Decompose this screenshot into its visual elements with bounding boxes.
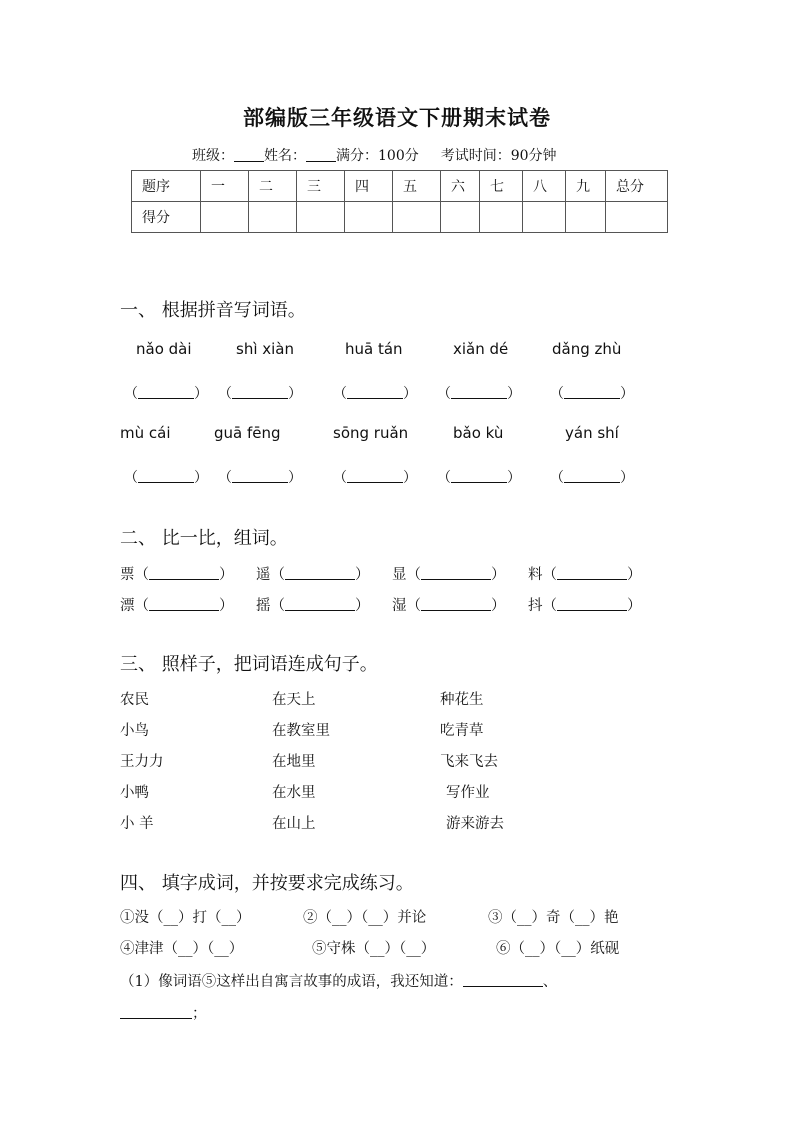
compare-item[interactable]: 遥（ ） [256,567,370,583]
header-cell: 九 [566,171,606,202]
compare-item[interactable]: 显（ ） [392,567,506,583]
score-cell[interactable] [249,202,297,233]
answer-line[interactable] [120,1006,192,1019]
score-row-label: 得分 [132,202,201,233]
compare-item[interactable]: 摇（ ） [256,598,370,614]
answer-blank[interactable]: （ ） [218,470,302,486]
score-cell[interactable] [441,202,480,233]
answer-line[interactable] [463,974,543,987]
question-1-text: （1）像词语⑤这样出自寓言故事的成语，我还知道： [120,974,463,990]
pinyin-item: bǎo kù [453,424,504,442]
action-word[interactable]: 游来游去 [446,816,504,832]
place-word[interactable]: 在山上 [272,816,316,832]
class-blank[interactable] [234,147,264,162]
score-cell[interactable] [566,202,606,233]
compare-char: 漂 [120,598,135,614]
subject-word[interactable]: 小鸭 [120,785,149,801]
action-word[interactable]: 吃青草 [440,723,484,739]
header-cell: 二 [249,171,297,202]
header-cell: 题序 [132,171,201,202]
score-cell[interactable] [201,202,249,233]
score-cell[interactable] [393,202,441,233]
action-word[interactable]: 种花生 [440,692,484,708]
answer-blank[interactable]: （ ） [550,470,634,486]
subject-word[interactable]: 小鸟 [120,723,149,739]
question-1-continued [120,1002,207,1023]
name-label: 姓名： [264,148,306,164]
section-2-heading: 二、 比一比，组词。 [120,528,288,549]
subject-word[interactable]: 小 羊 [120,816,154,832]
compare-char: 湿 [392,598,407,614]
section-3-heading: 三、 照样子，把词语连成句子。 [120,654,378,675]
answer-blank[interactable]: （ ） [437,386,521,402]
compare-item[interactable]: 料（ ） [528,567,642,583]
pinyin-item: guā fēng [214,424,281,442]
score-cell[interactable] [606,202,668,233]
fill-idiom[interactable]: ①没（__）打（__） [120,910,251,926]
score-table-header-row [132,171,668,202]
answer-blank[interactable]: （ ） [550,386,634,402]
header-cell: 七 [480,171,523,202]
header-cell: 三 [297,171,345,202]
pinyin-item: shì xiàn [236,340,295,358]
exam-info [192,145,557,165]
question-1-semicolon: ； [192,1006,207,1022]
score-cell[interactable] [480,202,523,233]
fill-idiom[interactable]: ③（__）奇（__）艳 [488,910,619,926]
fill-idiom[interactable]: ⑥（__）（__）纸砚 [496,941,620,957]
header-cell: 总分 [606,171,668,202]
score-cell[interactable] [523,202,566,233]
compare-item[interactable]: 漂（ ） [120,598,234,614]
place-word[interactable]: 在地里 [272,754,316,770]
fill-idiom[interactable]: ④津津（__）（__） [120,941,244,957]
exam-time: 考试时间：90分钟 [440,148,557,164]
pinyin-item: yán shí [565,424,619,442]
subject-word[interactable]: 农民 [120,692,149,708]
header-cell: 六 [441,171,480,202]
pinyin-item: nǎo dài [136,340,192,358]
pinyin-item: sōng ruǎn [333,424,409,442]
score-cell[interactable] [345,202,393,233]
answer-blank[interactable]: （ ） [333,470,417,486]
header-cell: 四 [345,171,393,202]
header-cell: 八 [523,171,566,202]
class-label: 班级： [192,148,234,164]
compare-item[interactable]: 抖（ ） [528,598,642,614]
answer-blank[interactable]: （ ） [437,470,521,486]
subject-word[interactable]: 王力力 [120,754,164,770]
section-1-heading: 一、 根据拼音写词语。 [120,300,306,321]
compare-char: 料 [528,567,543,583]
answer-blank[interactable]: （ ） [124,386,208,402]
section-4-heading: 四、 填字成词，并按要求完成练习。 [120,873,414,894]
fill-idiom[interactable]: ②（__）（__）并论 [303,910,427,926]
compare-char: 摇 [256,598,271,614]
answer-blank[interactable]: （ ） [333,386,417,402]
compare-char: 票 [120,567,135,583]
score-cell[interactable] [297,202,345,233]
place-word[interactable]: 在天上 [272,692,316,708]
score-table [131,170,668,233]
page-title: 部编版三年级语文下册期末试卷 [243,105,551,130]
compare-char: 抖 [528,598,543,614]
question-1-comma: 、 [542,974,558,990]
answer-blank[interactable]: （ ） [124,470,208,486]
name-blank[interactable] [306,147,336,162]
action-word[interactable]: 飞来飞去 [440,754,498,770]
place-word[interactable]: 在教室里 [272,723,330,739]
compare-item[interactable]: 湿（ ） [392,598,506,614]
answer-blank[interactable]: （ ） [218,386,302,402]
pinyin-item: dǎng zhù [552,340,622,358]
compare-char: 显 [392,567,407,583]
pinyin-item: huā tán [345,340,403,358]
fill-idiom[interactable]: ⑤守株（__）（__） [312,941,436,957]
action-word[interactable]: 写作业 [446,785,490,801]
pinyin-item: xiǎn dé [453,340,509,358]
score-table-score-row [132,202,668,233]
compare-char: 遥 [256,567,271,583]
pinyin-item: mù cái [120,424,171,442]
header-cell: 一 [201,171,249,202]
header-cell: 五 [393,171,441,202]
compare-item[interactable]: 票（ ） [120,567,234,583]
full-score: 满分：100分 [336,148,419,164]
question-1 [120,970,557,991]
place-word[interactable]: 在水里 [272,785,316,801]
